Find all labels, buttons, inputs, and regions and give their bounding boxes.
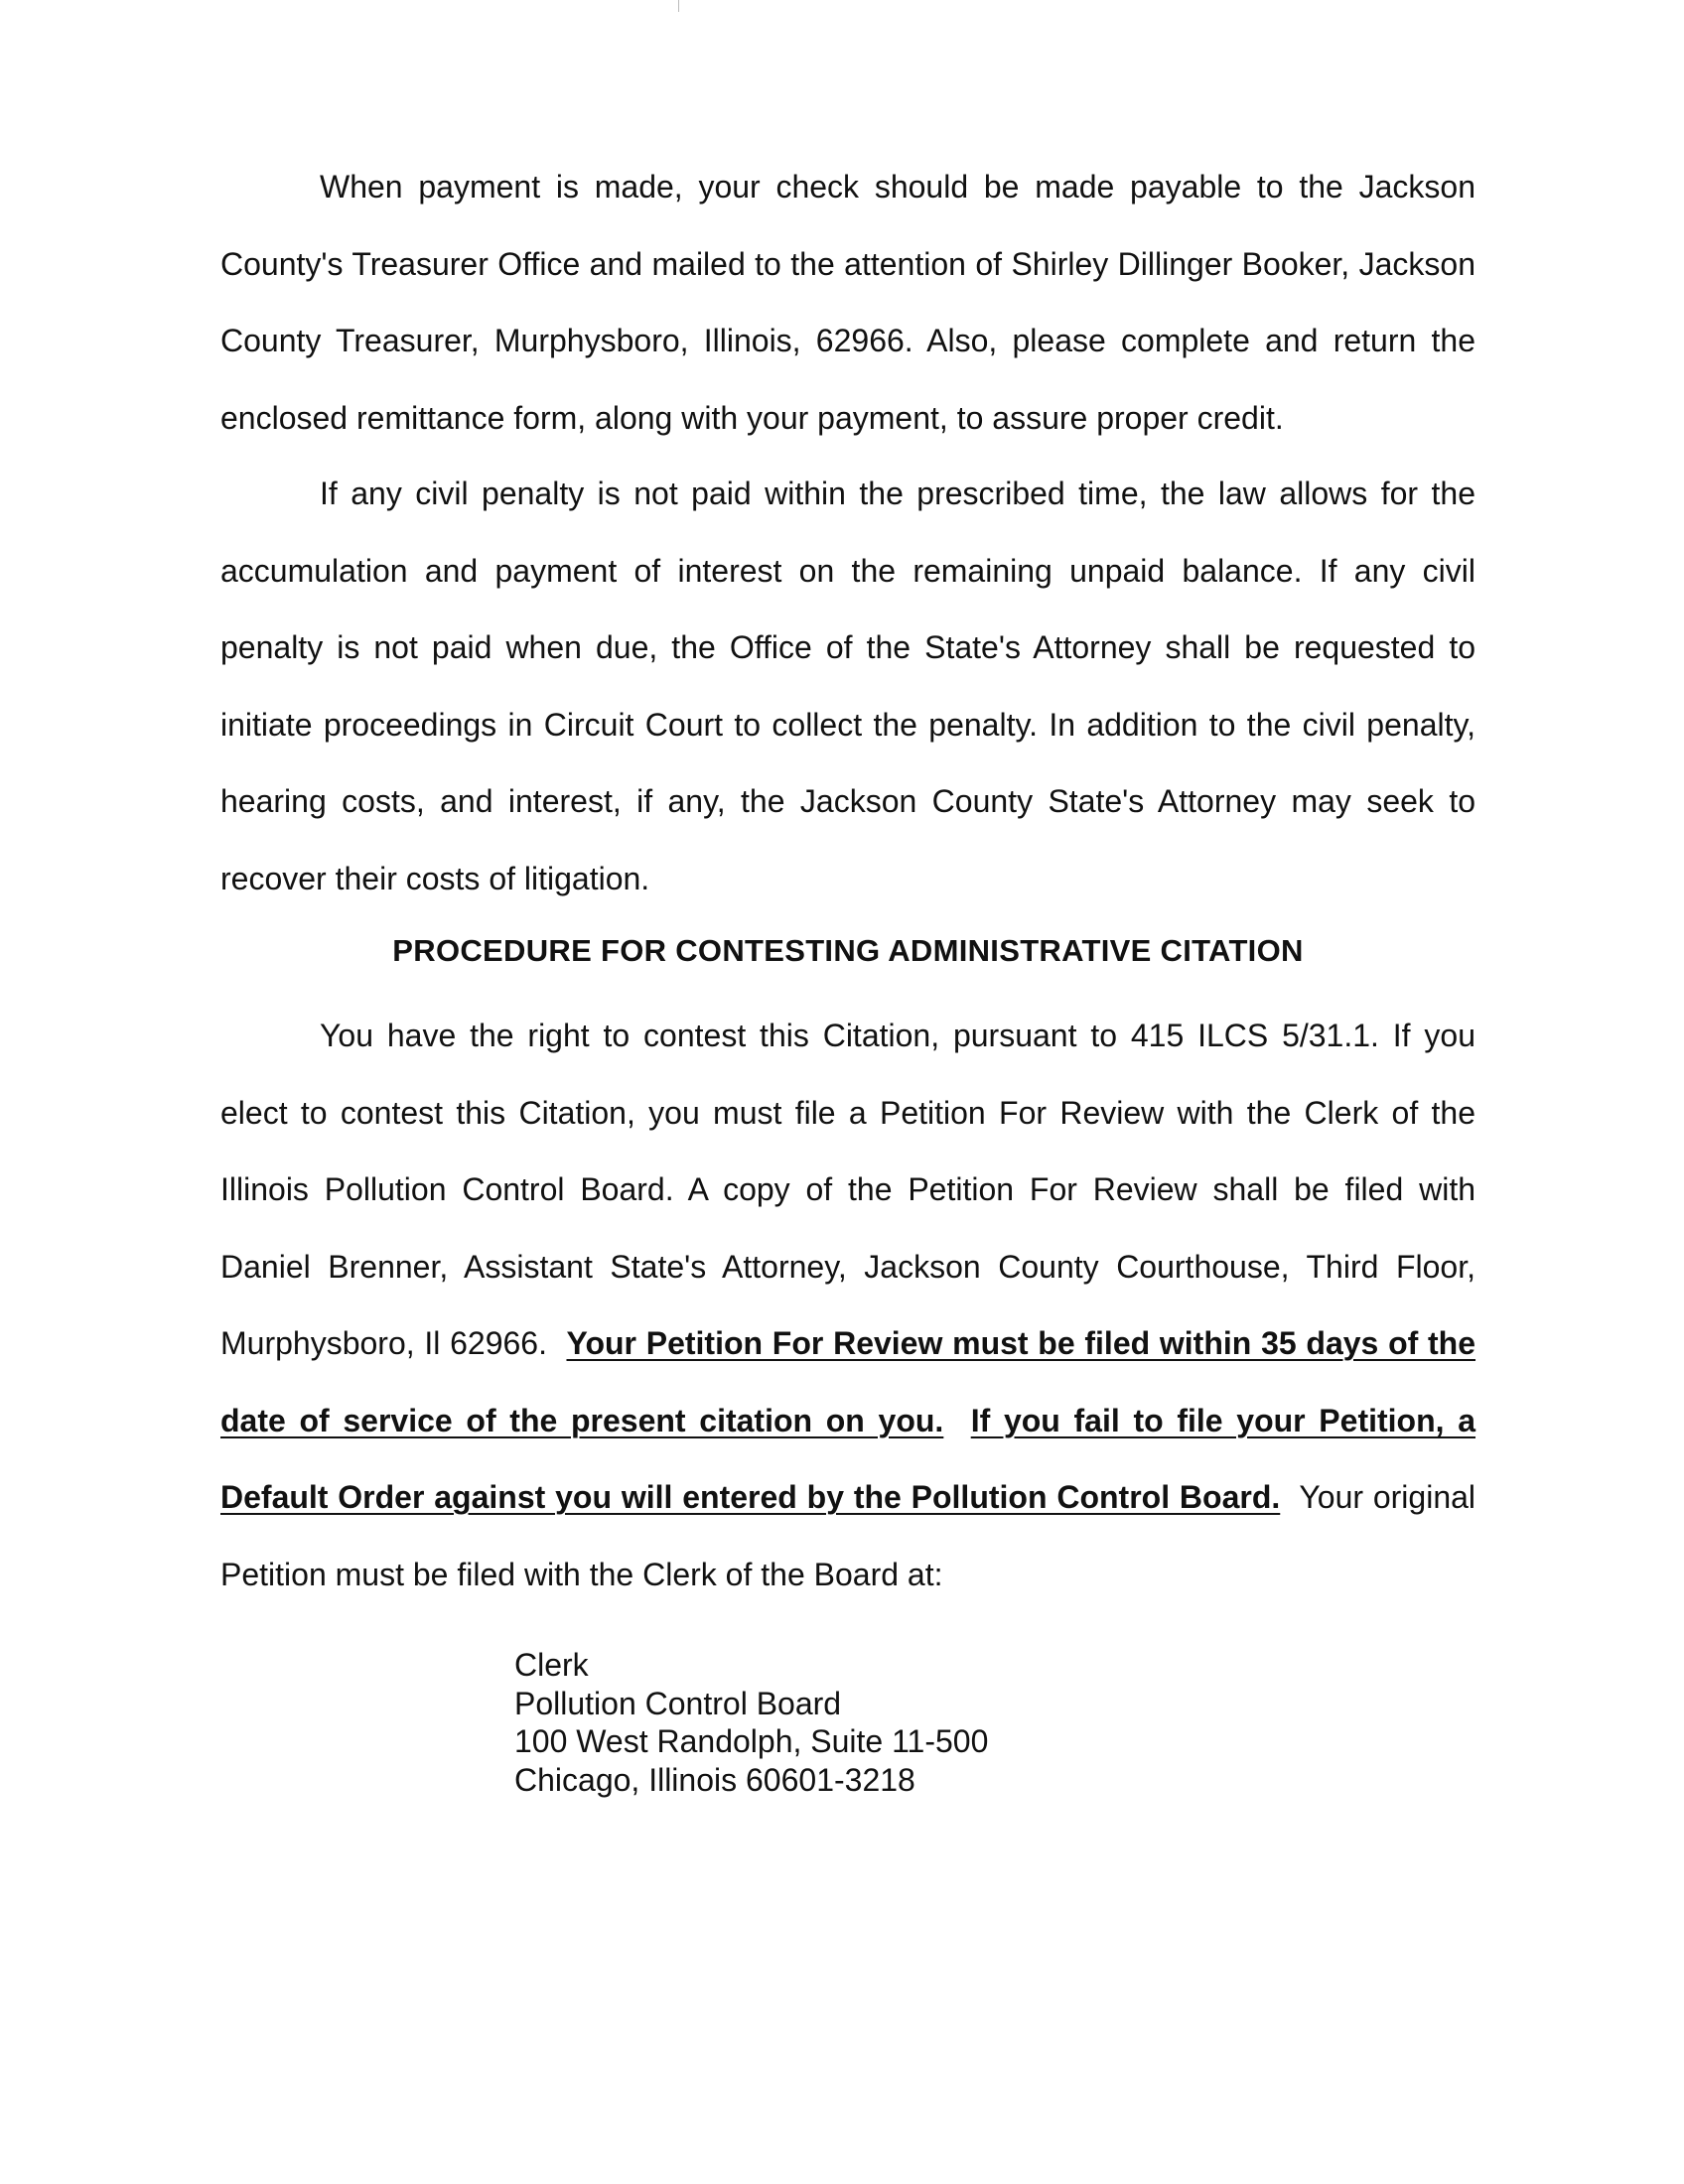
address-line-3: 100 West Randolph, Suite 11-500: [514, 1723, 989, 1759]
default-order-warning: If you fail to file your Petition, a Default Order against you will entered by the Pollution Control Board.: [220, 1402, 1476, 1515]
penalty-paragraph: If any civil penalty is not paid within the prescribed time, the law allows for the accumulation and payment of interest on the remaining unpaid balance. If any civil penalty is not paid when due, the Office of the State's Attorney shall be requested to initiate proceedings in Circuit Court to collect the penalty. In addition to the civil penalty, hearing costs, and interest, if any, the Jackson County State's Attorney may seek to recover their costs of litigation.: [220, 476, 1475, 896]
clerk-address-block: [514, 1646, 988, 1799]
contest-intro-text: You have the right to contest this Citation, pursuant to 415 ILCS 5/31.1. If you elect to contest this Citation, you must file a Petition For Review with the Clerk of the Illinois Pollution Control Board. A copy of the Petition For Review shall be filed with Daniel Brenner, Assistant State's Attorney, Jackson County Courthouse, Third Floor, Murphysboro, Il 62966.: [220, 1018, 1475, 1361]
section-heading: PROCEDURE FOR CONTESTING ADMINISTRATIVE CITATION: [392, 933, 1304, 968]
address-line-2: Pollution Control Board: [514, 1685, 842, 1721]
address-line-1: Clerk: [514, 1647, 589, 1683]
address-line-4: Chicago, Illinois 60601-3218: [514, 1761, 915, 1798]
contest-paragraph: [220, 998, 1475, 1613]
filing-deadline-warning: Your Petition For Review must be filed within 35 days of the date of service of the present citation on you.: [220, 1325, 1476, 1438]
payment-paragraph: When payment is made, your check should be made payable to the Jackson County's Treasurer Office and mailed to the attention of Shirley Dillinger Booker, Jackson County Treasurer, Murphysboro, Illinois, 62966. Also, please complete and return the enclosed remittance form, along with your payment, to assure proper credit.: [220, 169, 1475, 436]
contest-closing-text: Your original Petition must be filed with the Clerk of the Board at:: [220, 1479, 1476, 1592]
scan-mark: [678, 0, 679, 12]
